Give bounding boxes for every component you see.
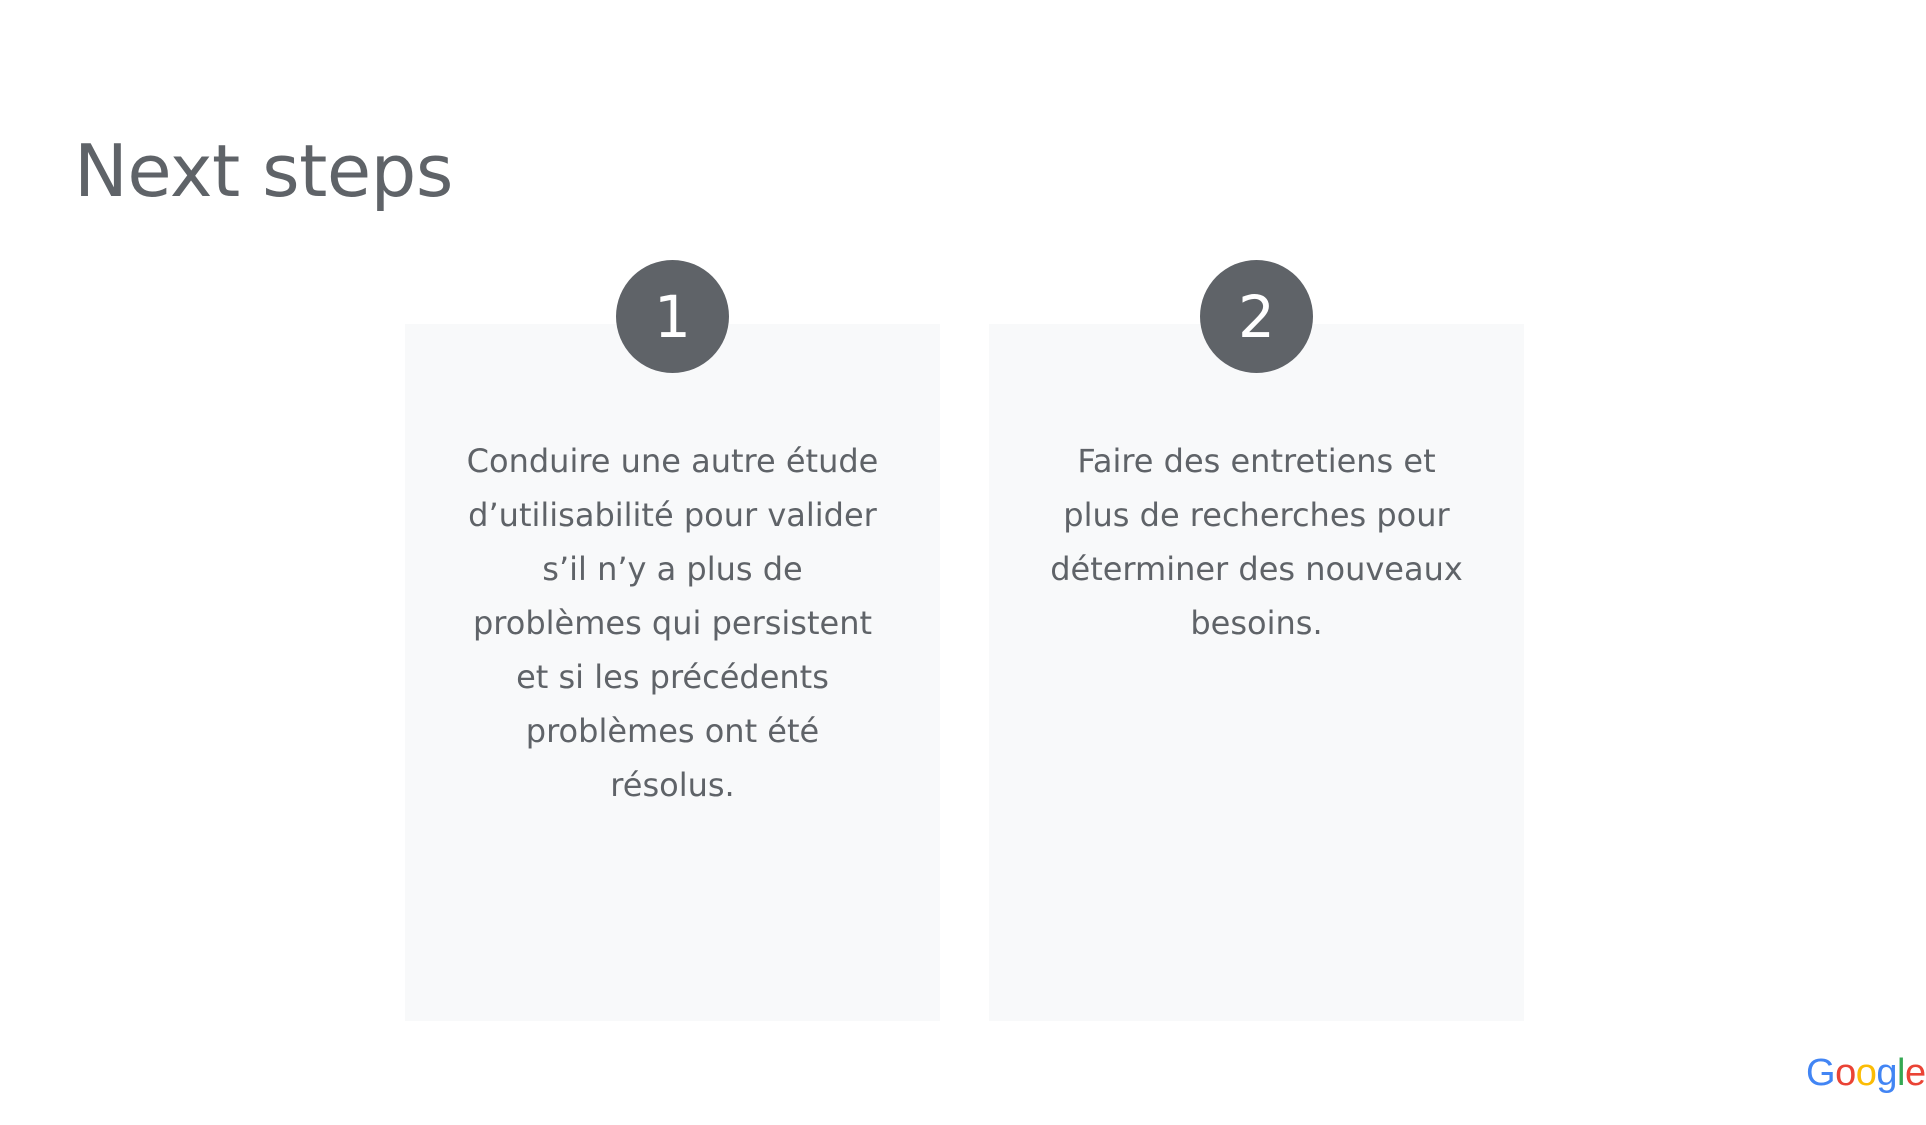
google-logo-letter-e: e xyxy=(1904,1052,1926,1094)
google-logo-letter-g: G xyxy=(1806,1052,1836,1094)
step-card-1 xyxy=(405,324,940,1021)
step-2-text: Faire des entretiens et plus de recherches pour déterminer des nouveaux besoins. xyxy=(1050,442,1463,642)
step-card-2 xyxy=(989,324,1524,1021)
google-logo xyxy=(1806,1054,1926,1092)
google-logo-letter-o2: o xyxy=(1855,1052,1877,1094)
google-logo-letter-g2: g xyxy=(1876,1052,1897,1094)
step-number-badge-1: 1 xyxy=(616,260,729,373)
step-number-badge-2: 2 xyxy=(1200,260,1313,373)
step-1-text: Conduire une autre étude d’utilisabilité pour valider s’il n’y a plus de problèmes qui persistent et si les précédents problèmes ont été résolus. xyxy=(466,442,879,804)
google-logo-letter-l: l xyxy=(1896,1052,1905,1094)
slide-title: Next steps xyxy=(74,129,453,213)
google-logo-letter-o1: o xyxy=(1835,1052,1856,1094)
